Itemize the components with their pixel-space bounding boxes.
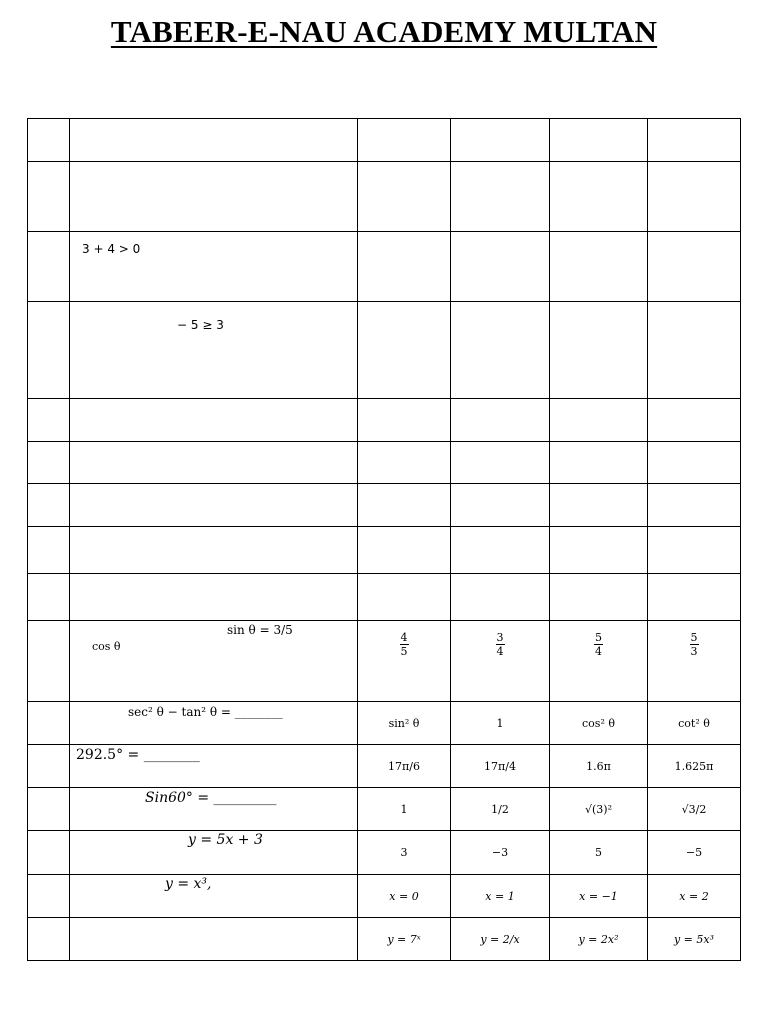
option-cell: y = 5x³ (648, 918, 741, 961)
option-cell (648, 621, 741, 702)
option-cell (451, 574, 550, 621)
option-cell (550, 119, 648, 162)
table-row (28, 702, 741, 745)
fraction: $\frac{5}{3}$ (690, 631, 698, 658)
serial-cell (28, 442, 70, 484)
option-cell (648, 484, 741, 527)
serial-cell (28, 302, 70, 399)
question-cell (70, 621, 358, 702)
option-cell (648, 527, 741, 574)
fraction: $\frac{3}{4}$ (496, 631, 504, 658)
question-text: cos θ (92, 640, 121, 653)
serial-cell (28, 875, 70, 918)
option-cell (648, 302, 741, 399)
option-cell (451, 302, 550, 399)
option-cell (550, 232, 648, 302)
serial-cell (28, 484, 70, 527)
question-cell (70, 875, 358, 918)
serial-cell (28, 918, 70, 961)
page-title: TABEER-E-NAU ACADEMY MULTAN (110, 14, 658, 49)
option-cell: 1/2 (451, 788, 550, 831)
serial-cell (28, 574, 70, 621)
option-cell (358, 302, 451, 399)
table-row (28, 399, 741, 442)
question-cell (70, 119, 358, 162)
question-text: y = 5x + 3 (188, 832, 263, 848)
option-cell: y = 2x² (550, 918, 648, 961)
option-cell: 1 (358, 788, 451, 831)
option-cell (550, 162, 648, 232)
serial-cell (28, 399, 70, 442)
option-cell (550, 527, 648, 574)
table-row (28, 918, 741, 961)
table-row (28, 831, 741, 875)
question-cell (70, 831, 358, 875)
serial-cell (28, 831, 70, 875)
question-cell (70, 162, 358, 232)
option-cell: x = 2 (648, 875, 741, 918)
option-cell: √3/2 (648, 788, 741, 831)
question-text: sin θ = 3/5 (227, 623, 293, 637)
option-cell (451, 232, 550, 302)
question-text: − 5 ≥ 3 (177, 318, 224, 332)
option-cell: 1.6π (550, 745, 648, 788)
option-cell: √(3)² (550, 788, 648, 831)
question-text: sec² θ − tan² θ = ________ (128, 705, 283, 719)
option-cell: −5 (648, 831, 741, 875)
option-cell (550, 484, 648, 527)
table-row (28, 302, 741, 399)
option-cell (358, 119, 451, 162)
option-cell: y = 2/x (451, 918, 550, 961)
option-cell (358, 574, 451, 621)
question-cell (70, 484, 358, 527)
question-text: Sin60° = _________ (145, 790, 277, 806)
option-cell (358, 162, 451, 232)
question-cell (70, 399, 358, 442)
option-cell: 5 (550, 831, 648, 875)
option-cell (451, 399, 550, 442)
fraction: $\frac{5}{4}$ (595, 631, 602, 658)
serial-cell (28, 788, 70, 831)
serial-cell (28, 162, 70, 232)
question-cell (70, 788, 358, 831)
table-row (28, 119, 741, 162)
question-cell (70, 232, 358, 302)
option-cell: 17π/4 (451, 745, 550, 788)
table-row (28, 162, 741, 232)
option-cell (451, 621, 550, 702)
table-row (28, 527, 741, 574)
option-cell: sin² θ (358, 702, 451, 745)
option-cell (358, 484, 451, 527)
option-cell: x = −1 (550, 875, 648, 918)
option-cell (451, 119, 550, 162)
option-cell (451, 162, 550, 232)
question-cell (70, 527, 358, 574)
table-row (28, 442, 741, 484)
option-cell (358, 527, 451, 574)
option-cell: x = 1 (451, 875, 550, 918)
serial-cell (28, 119, 70, 162)
serial-cell (28, 527, 70, 574)
option-cell: 1.625π (648, 745, 741, 788)
serial-cell (28, 745, 70, 788)
table-row (28, 621, 741, 702)
table-row (28, 745, 741, 788)
question-text: 292.5° = ________ (76, 747, 200, 763)
option-cell (648, 232, 741, 302)
option-cell (358, 232, 451, 302)
option-cell (550, 302, 648, 399)
option-cell (648, 119, 741, 162)
option-cell: 3 (358, 831, 451, 875)
question-cell (70, 442, 358, 484)
option-cell: −3 (451, 831, 550, 875)
table-row (28, 484, 741, 527)
option-cell (451, 484, 550, 527)
question-text: 3 + 4 > 0 (82, 242, 141, 256)
question-cell (70, 918, 358, 961)
option-cell: x = 0 (358, 875, 451, 918)
option-cell: cos² θ (550, 702, 648, 745)
option-cell (550, 442, 648, 484)
serial-cell (28, 232, 70, 302)
question-text: y = x³, (165, 876, 212, 892)
table-row (28, 788, 741, 831)
option-cell (550, 621, 648, 702)
table-row (28, 232, 741, 302)
question-table (27, 118, 741, 961)
option-cell: 17π/6 (358, 745, 451, 788)
option-cell: cot² θ (648, 702, 741, 745)
table-row (28, 574, 741, 621)
table-row (28, 875, 741, 918)
option-cell: y = 7ˣ (358, 918, 451, 961)
question-cell (70, 702, 358, 745)
question-cell (70, 745, 358, 788)
option-cell (358, 399, 451, 442)
option-cell (451, 527, 550, 574)
option-cell (648, 442, 741, 484)
option-cell (451, 442, 550, 484)
option-cell (648, 162, 741, 232)
question-cell (70, 302, 358, 399)
fraction: $\frac{4}{5}$ (400, 631, 408, 658)
option-cell (550, 574, 648, 621)
option-cell (358, 442, 451, 484)
option-cell (550, 399, 648, 442)
option-cell (648, 574, 741, 621)
option-cell (648, 399, 741, 442)
serial-cell (28, 702, 70, 745)
option-cell (358, 621, 451, 702)
option-cell: 1 (451, 702, 550, 745)
serial-cell (28, 621, 70, 702)
question-cell (70, 574, 358, 621)
